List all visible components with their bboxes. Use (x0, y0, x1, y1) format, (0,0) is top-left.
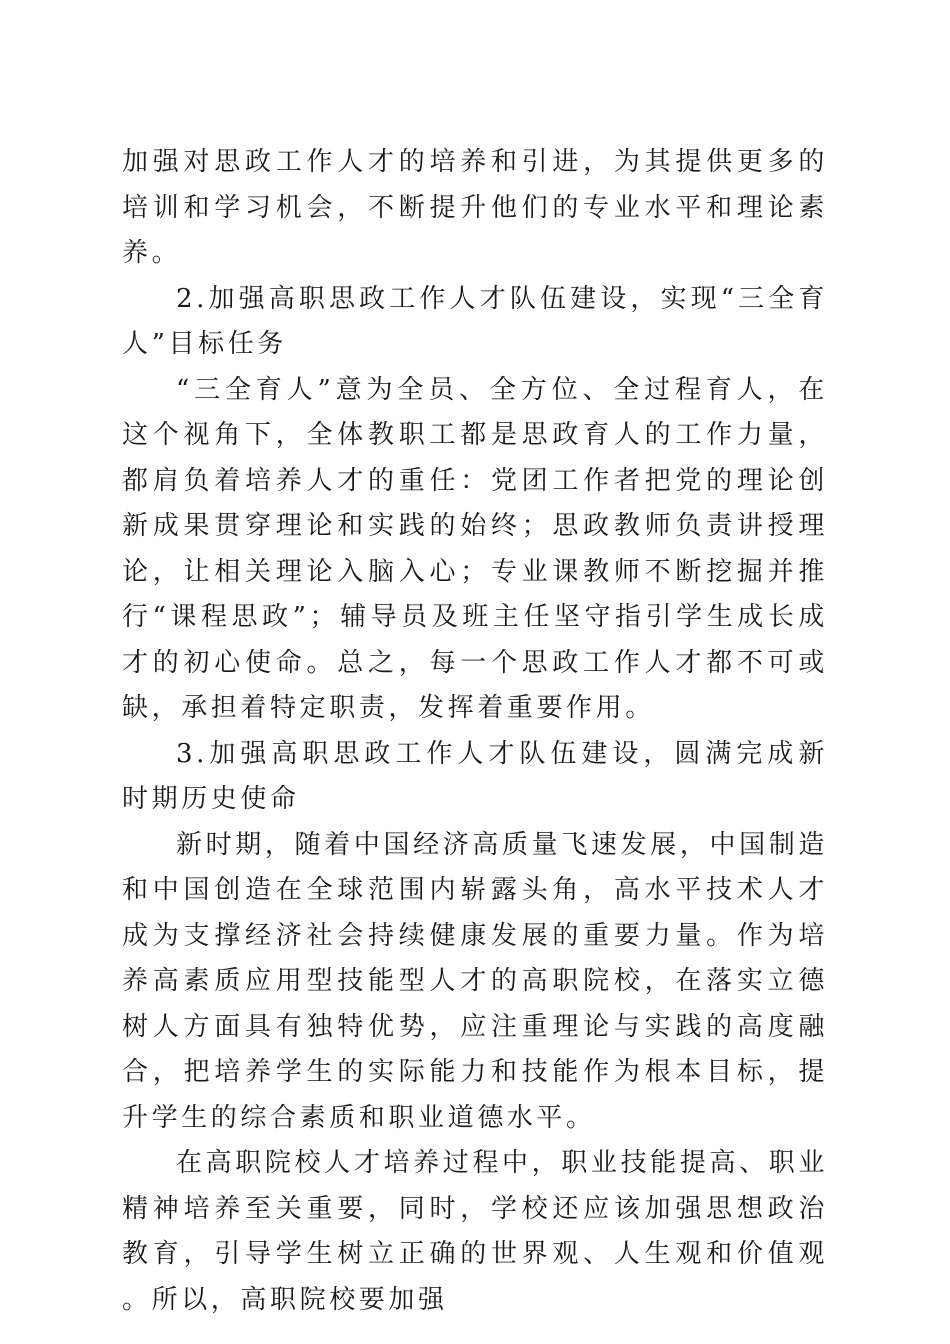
paragraph-new-era: 新时期，随着中国经济高质量飞速发展，中国制造和中国创造在全球范围内崭露头角，高水平技术人才成为支撑经济社会持续健康发展的重要力量。作为培养高素质应用型技能型人才的高职院校，在落实立德树人方面具有独特优势，应注重理论与实践的高度融合，把培养学生的实际能力和技能作为根本目标，提升学生的综合素质和职业道德水平。 (122, 829, 828, 1133)
paragraph-talent-cultivation: 在高职院校人才培养过程中，职业技能提高、职业精神培养至关重要，同时，学校还应该加强思想政治教育，引导学生树立正确的世界观、人生观和价值观。所以，高职院校要加强 (122, 1148, 828, 1315)
section-heading-2: 2.加强高职思政工作人才队伍建设，实现“三全育人”目标任务 (122, 283, 828, 359)
document-body (122, 140, 828, 1323)
paragraph-three-all-education: “三全育人”意为全员、全方位、全过程育人，在这个视角下，全体教职工都是思政育人的工作力量，都肩负着培养人才的重任：党团工作者把党的理论创新成果贯穿理论和实践的始终；思政教师负责讲授理论，让相关理论入脑入心；专业课教师不断挖掘并推行“课程思政”；辅导员及班主任坚守指引学生成长成才的初心使命。总之，每一个思政工作人才都不可或缺，承担着特定职责，发挥着重要作用。 (122, 374, 828, 723)
paragraph-continuation: 加强对思政工作人才的培养和引进，为其提供更多的培训和学习机会，不断提升他们的专业水平和理论素养。 (122, 147, 828, 268)
section-heading-3: 3.加强高职思政工作人才队伍建设，圆满完成新时期历史使命 (122, 738, 828, 814)
